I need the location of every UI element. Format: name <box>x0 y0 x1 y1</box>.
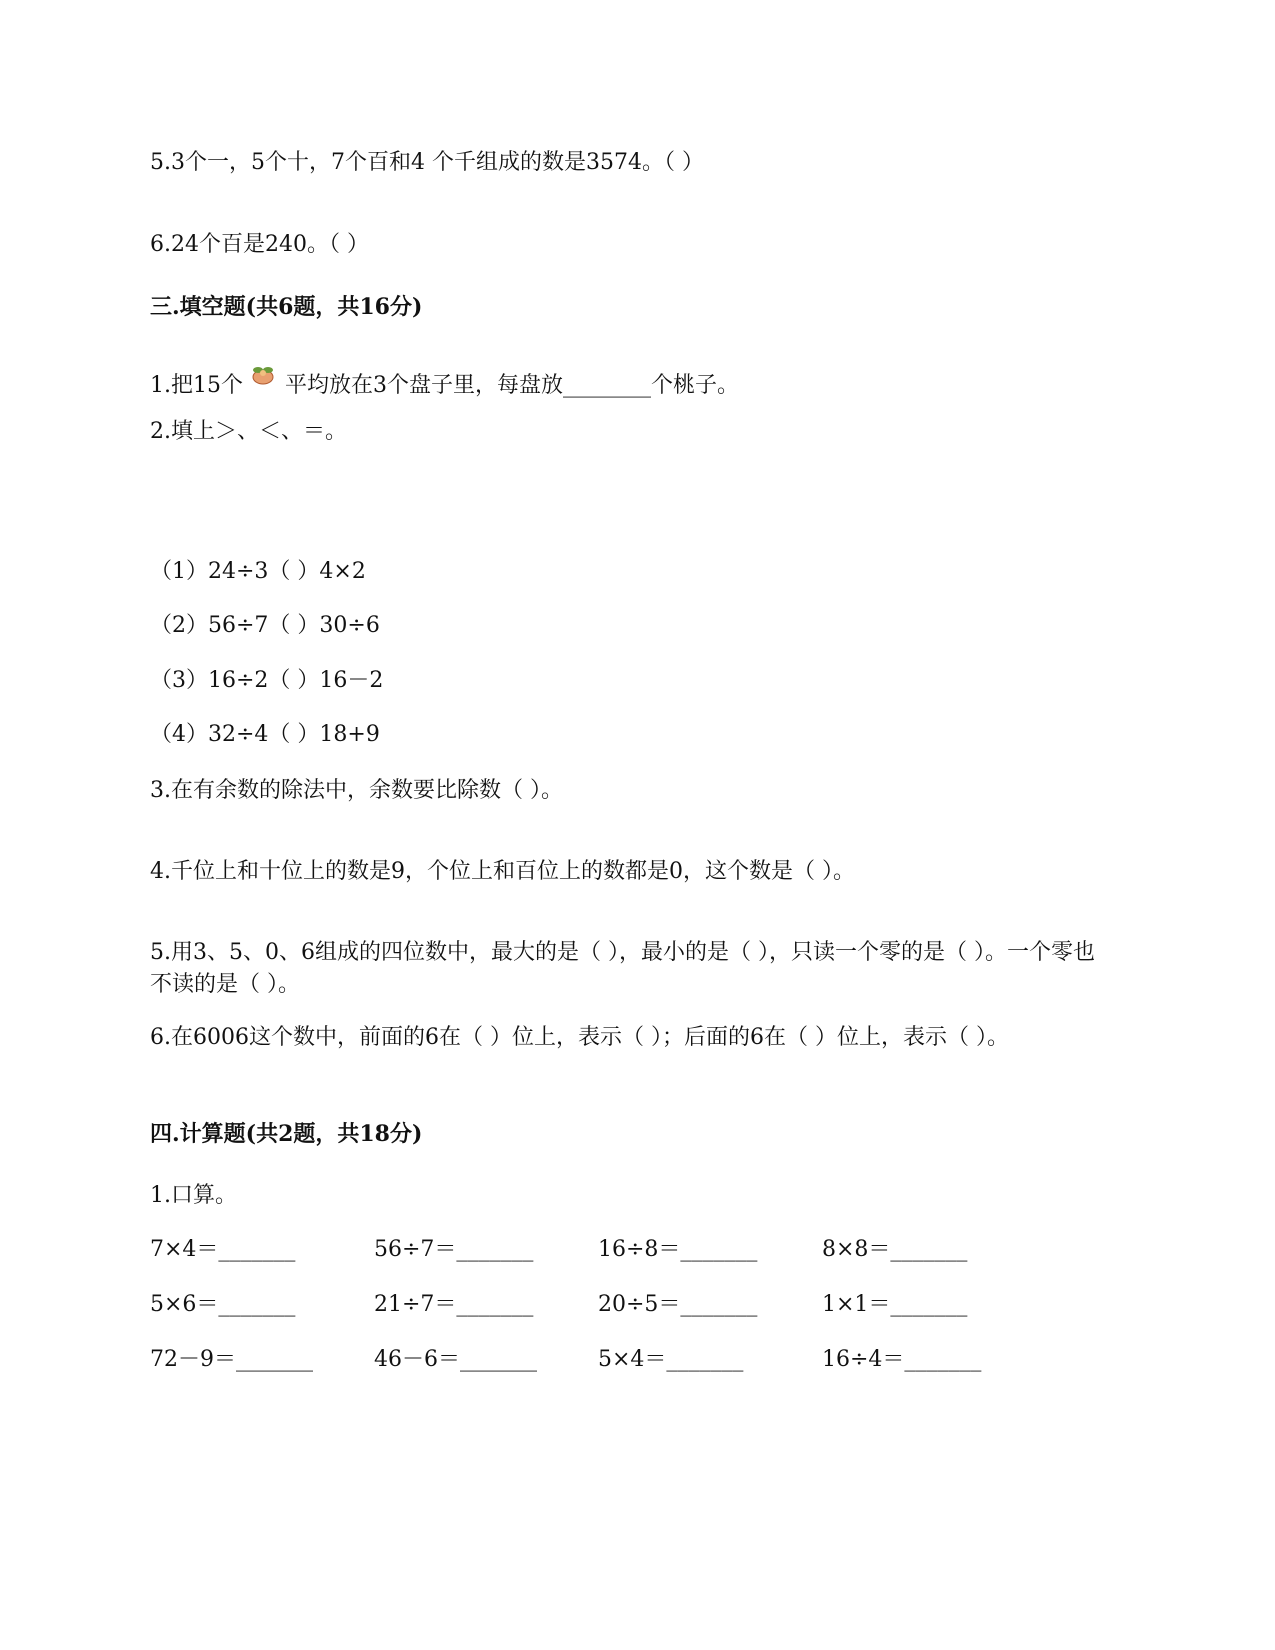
calc-item: 21÷7＝_______ <box>374 1292 534 1317</box>
calc-item: 72－9＝_______ <box>150 1347 313 1372</box>
calc-row <box>150 1344 1150 1376</box>
calc-row <box>150 1289 1150 1321</box>
fill-q1-after: 平均放在3个盘子里，每盘放________个桃子。 <box>285 373 739 398</box>
compare-item-2: （2）56÷7（ ）30÷6 <box>150 613 380 638</box>
calc-item: 8×8＝_______ <box>822 1237 968 1262</box>
calc-item: 46－6＝_______ <box>374 1347 537 1372</box>
fill-q3: 3.在有余数的除法中，余数要比除数（ ）。 <box>150 778 563 803</box>
fill-q2: 2.填上＞、＜、＝。 <box>150 419 347 444</box>
calc-row <box>150 1234 1150 1266</box>
fill-q4: 4.千位上和十位上的数是9，个位上和百位上的数都是0，这个数是（ ）。 <box>150 859 855 884</box>
judgement-q6: 6.24个百是240。（ ） <box>150 232 369 257</box>
section3-heading: 三.填空题(共6题，共16分) <box>150 294 423 320</box>
calc-item: 56÷7＝_______ <box>374 1237 534 1262</box>
compare-item-4: （4）32÷4（ ）18+9 <box>150 722 380 747</box>
calc-item: 5×6＝_______ <box>150 1292 296 1317</box>
fill-q6: 6.在6006这个数中，前面的6在（ ）位上，表示（ ）；后面的6在（ ）位上，表示（ ）。 <box>150 1025 1009 1050</box>
peach-icon <box>249 362 277 386</box>
calc-item: 16÷8＝_______ <box>598 1237 758 1262</box>
calc-q1: 1.口算。 <box>150 1183 237 1208</box>
calc-item: 1×1＝_______ <box>822 1292 968 1317</box>
calc-item: 20÷5＝_______ <box>598 1292 758 1317</box>
section4-heading: 四.计算题(共2题，共18分) <box>150 1121 423 1147</box>
calc-item: 16÷4＝_______ <box>822 1347 982 1372</box>
fill-q1-before: 1.把15个 <box>150 373 243 398</box>
judgement-q5: 5.3个一，5个十，7个百和4 个千组成的数是3574。（ ） <box>150 150 704 175</box>
calc-item: 7×4＝_______ <box>150 1237 296 1262</box>
fill-q5: 5.用3、5、0、6组成的四位数中，最大的是（ ），最小的是（ ），只读一个零的是（ ）。一个零也不读的是（ ）。 <box>150 940 1095 997</box>
compare-item-3: （3）16÷2（ ）16－2 <box>150 668 384 693</box>
compare-item-1: （1）24÷3（ ）4×2 <box>150 559 366 584</box>
fill-q1 <box>150 362 739 402</box>
calc-item: 5×4＝_______ <box>598 1347 744 1372</box>
